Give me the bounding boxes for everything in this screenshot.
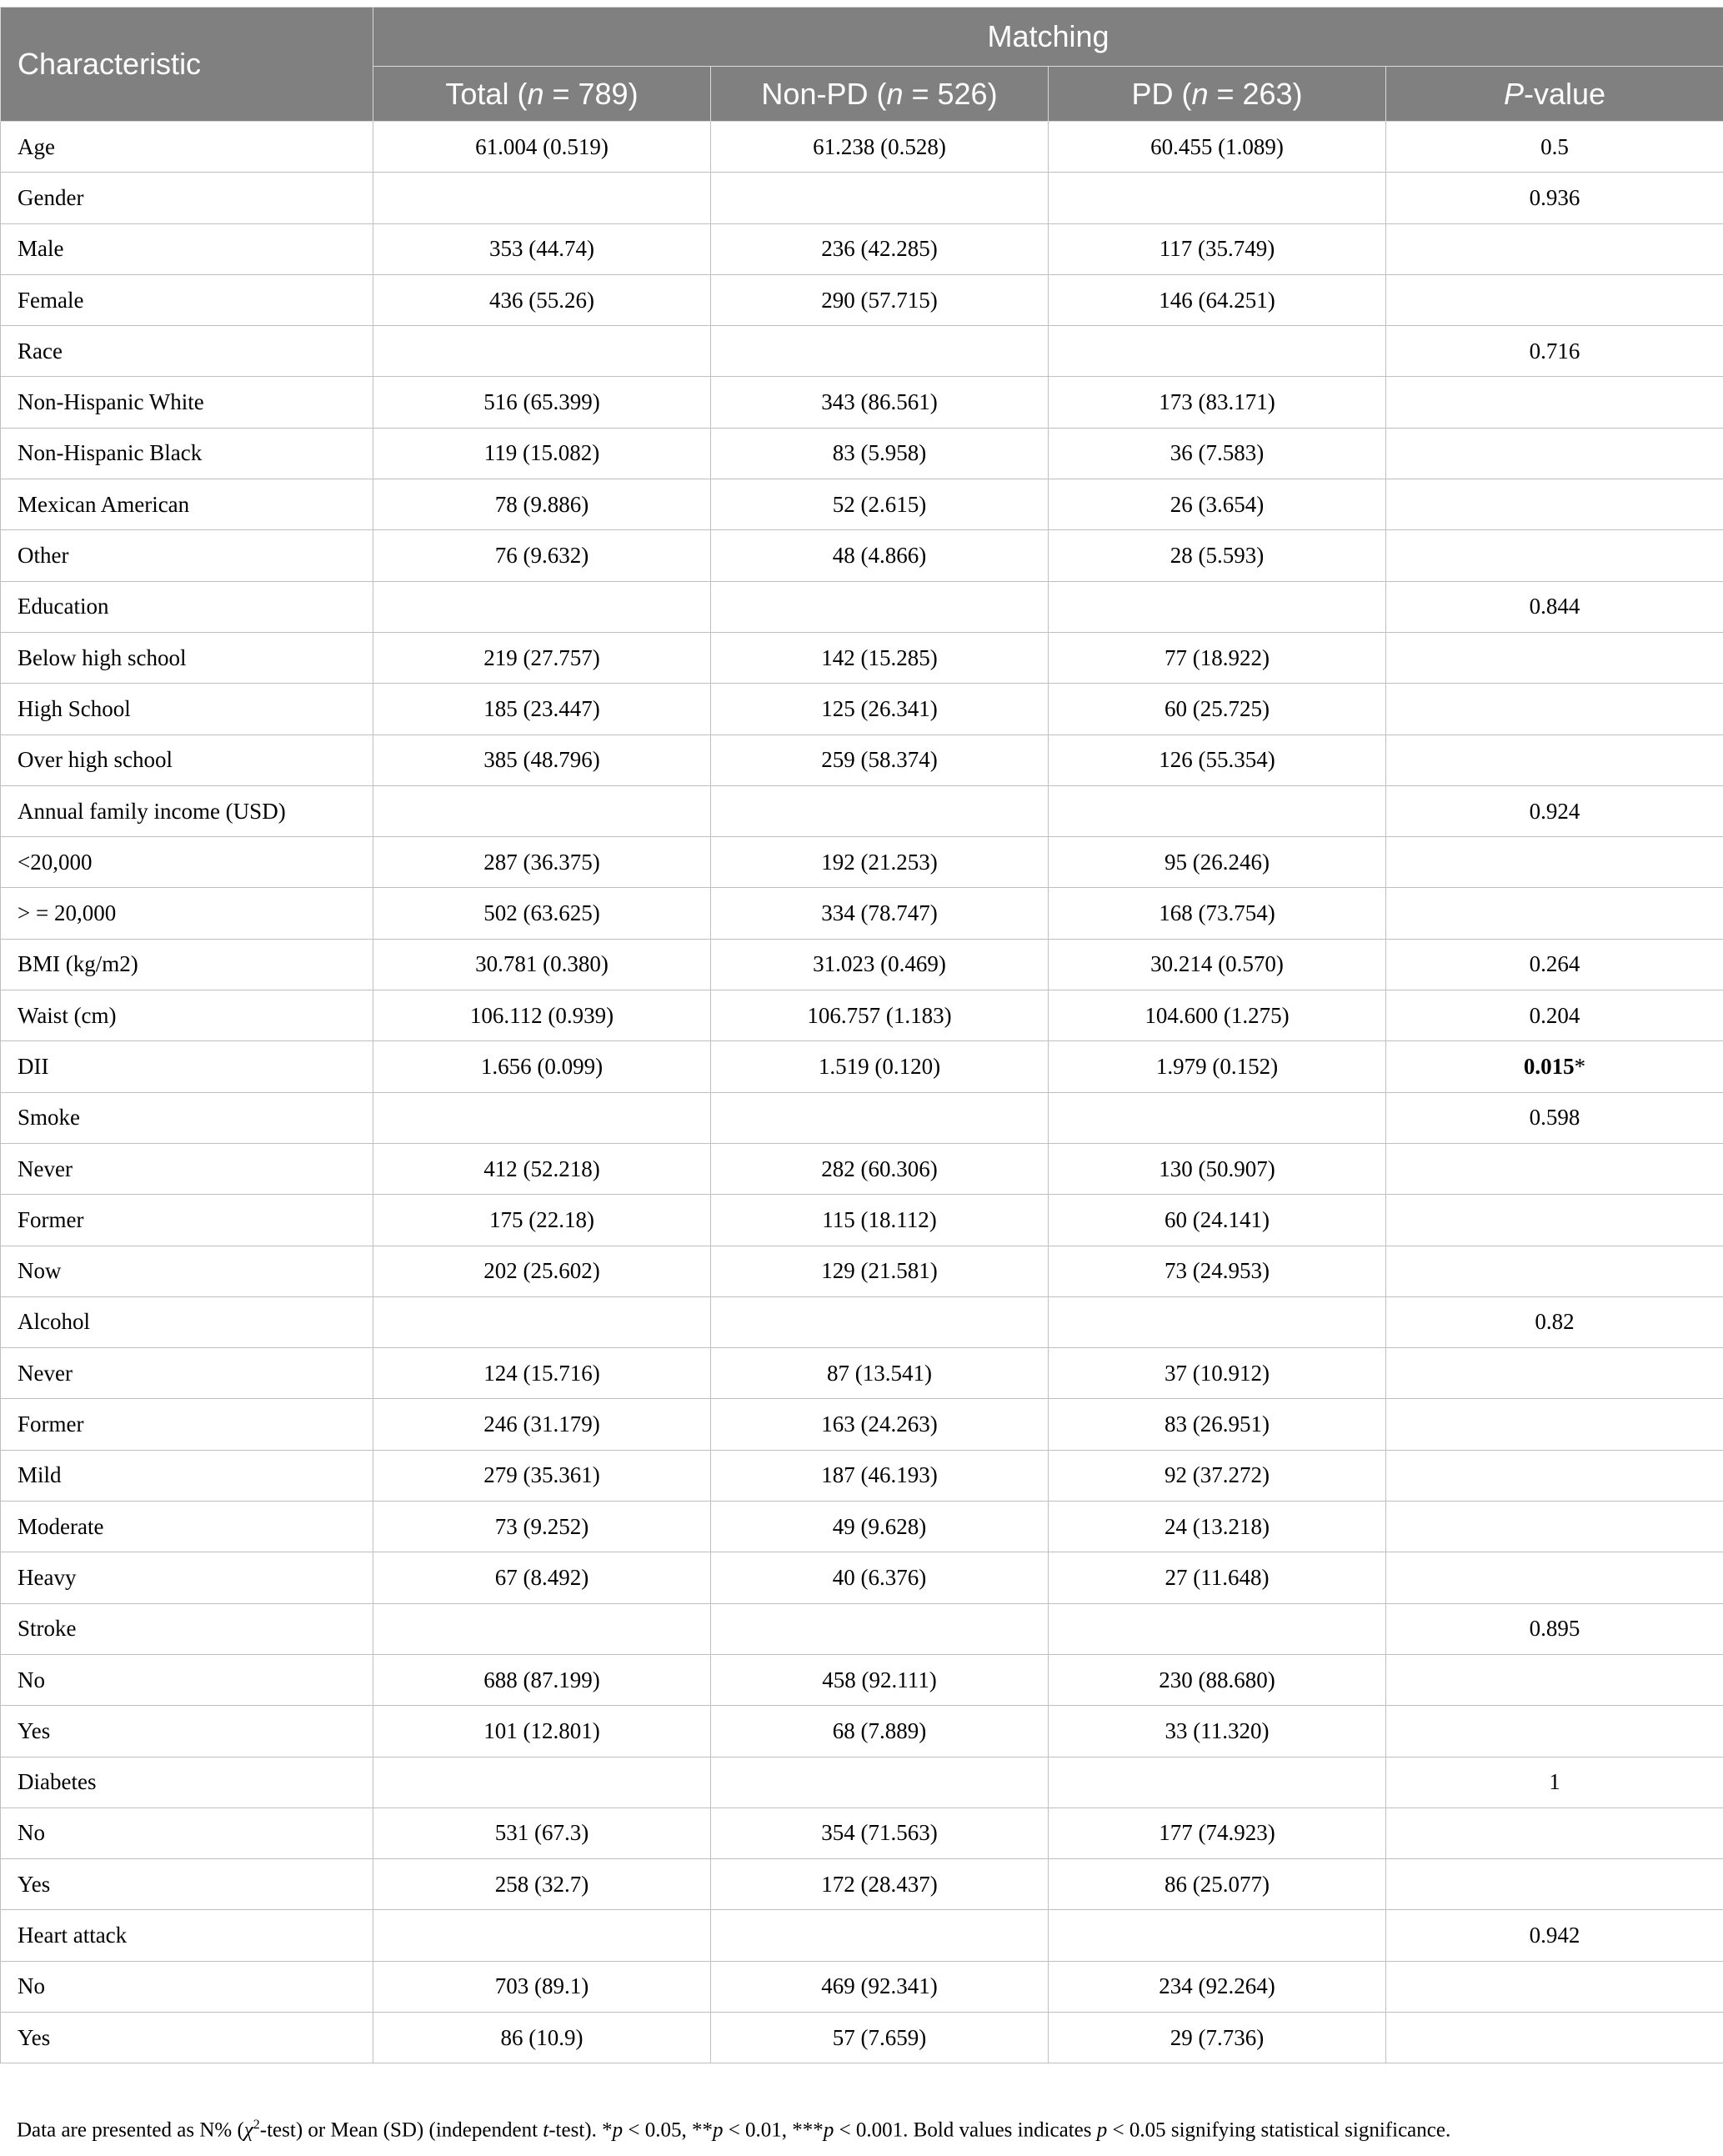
table-row <box>1 735 1723 785</box>
pd-cell <box>1049 1296 1386 1347</box>
pd-cell <box>1049 1603 1386 1654</box>
total-cell <box>373 1092 711 1143</box>
total-cell: 516 (65.399) <box>373 377 711 428</box>
total-cell: 502 (63.625) <box>373 888 711 939</box>
total-cell: 86 (10.9) <box>373 2012 711 2063</box>
characteristics-table <box>0 7 1723 2063</box>
row-label: Age <box>1 122 373 173</box>
non-pd-cell: 290 (57.715) <box>711 274 1049 325</box>
table-row <box>1 785 1723 836</box>
table-row <box>1 2012 1723 2063</box>
total-cell: 185 (23.447) <box>373 684 711 735</box>
row-label: High School <box>1 684 373 735</box>
pd-cell: 177 (74.923) <box>1049 1808 1386 1858</box>
row-label: Yes <box>1 1859 373 1910</box>
pd-cell <box>1049 1757 1386 1808</box>
p-value-column-header: P-value <box>1386 67 1723 122</box>
non-pd-cell: 31.023 (0.469) <box>711 939 1049 990</box>
p-value-cell <box>1386 1859 1723 1910</box>
non-pd-cell <box>711 1757 1049 1808</box>
table-row <box>1 1092 1723 1143</box>
total-cell: 258 (32.7) <box>373 1859 711 1910</box>
pd-cell <box>1049 1092 1386 1143</box>
table-row <box>1 1706 1723 1757</box>
p-value-cell <box>1386 223 1723 274</box>
total-cell <box>373 1757 711 1808</box>
p-value-cell <box>1386 1706 1723 1757</box>
non-pd-cell: 343 (86.561) <box>711 377 1049 428</box>
pd-cell: 30.214 (0.570) <box>1049 939 1386 990</box>
total-cell: 30.781 (0.380) <box>373 939 711 990</box>
row-label: Heart attack <box>1 1910 373 1961</box>
pd-cell <box>1049 173 1386 223</box>
row-label: Heavy <box>1 1552 373 1603</box>
non-pd-cell: 83 (5.958) <box>711 428 1049 479</box>
p-value-cell <box>1386 1654 1723 1705</box>
non-pd-cell: 163 (24.263) <box>711 1399 1049 1450</box>
significance-mark: * <box>1574 1053 1586 1079</box>
total-cell: 353 (44.74) <box>373 223 711 274</box>
non-pd-cell: 40 (6.376) <box>711 1552 1049 1603</box>
table-row <box>1 1552 1723 1603</box>
p-value-cell <box>1386 1399 1723 1450</box>
total-cell <box>373 785 711 836</box>
total-cell: 1.656 (0.099) <box>373 1041 711 1092</box>
table-row <box>1 1246 1723 1296</box>
row-label: Smoke <box>1 1092 373 1143</box>
non-pd-cell <box>711 581 1049 632</box>
table-row <box>1 1450 1723 1501</box>
pd-cell: 86 (25.077) <box>1049 1859 1386 1910</box>
row-label: Female <box>1 274 373 325</box>
pd-cell: 126 (55.354) <box>1049 735 1386 785</box>
pd-cell: 33 (11.320) <box>1049 1706 1386 1757</box>
characteristic-header: Characteristic <box>1 8 373 122</box>
row-label: BMI (kg/m2) <box>1 939 373 990</box>
p-value-cell <box>1386 428 1723 479</box>
row-label: > = 20,000 <box>1 888 373 939</box>
table-row <box>1 1961 1723 2012</box>
table-container <box>0 7 1723 2063</box>
total-cell: 76 (9.632) <box>373 530 711 581</box>
total-cell: 412 (52.218) <box>373 1143 711 1194</box>
total-cell: 287 (36.375) <box>373 837 711 888</box>
non-pd-cell <box>711 1910 1049 1961</box>
non-pd-cell: 354 (71.563) <box>711 1808 1049 1858</box>
pd-cell: 60 (24.141) <box>1049 1195 1386 1246</box>
row-label: Male <box>1 223 373 274</box>
non-pd-cell: 49 (9.628) <box>711 1502 1049 1552</box>
p-value-cell <box>1386 530 1723 581</box>
total-cell: 703 (89.1) <box>373 1961 711 2012</box>
non-pd-cell <box>711 785 1049 836</box>
row-label: Race <box>1 326 373 377</box>
table-row <box>1 377 1723 428</box>
pd-cell: 37 (10.912) <box>1049 1348 1386 1399</box>
pd-cell: 95 (26.246) <box>1049 837 1386 888</box>
row-label: Now <box>1 1246 373 1296</box>
p-value-cell: 1 <box>1386 1757 1723 1808</box>
pd-cell: 230 (88.680) <box>1049 1654 1386 1705</box>
pd-cell: 83 (26.951) <box>1049 1399 1386 1450</box>
total-cell: 67 (8.492) <box>373 1552 711 1603</box>
row-label: Mexican American <box>1 479 373 530</box>
pd-cell: 117 (35.749) <box>1049 223 1386 274</box>
total-cell: 279 (35.361) <box>373 1450 711 1501</box>
non-pd-cell <box>711 1296 1049 1347</box>
non-pd-cell: 172 (28.437) <box>711 1859 1049 1910</box>
p-value-cell: 0.204 <box>1386 990 1723 1041</box>
total-cell <box>373 173 711 223</box>
p-value-cell: 0.924 <box>1386 785 1723 836</box>
pd-cell: 60.455 (1.089) <box>1049 122 1386 173</box>
p-value-cell <box>1386 2012 1723 2063</box>
total-cell: 219 (27.757) <box>373 632 711 683</box>
total-cell: 246 (31.179) <box>373 1399 711 1450</box>
pd-cell: 28 (5.593) <box>1049 530 1386 581</box>
p-value-cell: 0.844 <box>1386 581 1723 632</box>
table-row <box>1 122 1723 173</box>
pd-cell: 27 (11.648) <box>1049 1552 1386 1603</box>
table-row <box>1 1143 1723 1194</box>
pd-cell: 92 (37.272) <box>1049 1450 1386 1501</box>
pd-cell: 146 (64.251) <box>1049 274 1386 325</box>
non-pd-cell: 282 (60.306) <box>711 1143 1049 1194</box>
row-label: Former <box>1 1399 373 1450</box>
row-label: Other <box>1 530 373 581</box>
p-value-cell <box>1386 274 1723 325</box>
non-pd-cell: 106.757 (1.183) <box>711 990 1049 1041</box>
total-cell: 106.112 (0.939) <box>373 990 711 1041</box>
table-row <box>1 1808 1723 1858</box>
table-footnote: Data are presented as N% $(\chi^2-test)$ or Mean (SD) (independent t-test). *p < 0.05, **p < 0.01, ***p < 0.001. Bold values indicates p < 0.05 signifying statistical significance. <box>17 2118 1451 2142</box>
pd-cell: 24 (13.218) <box>1049 1502 1386 1552</box>
pd-cell: 36 (7.583) <box>1049 428 1386 479</box>
p-value-cell: 0.5 <box>1386 122 1723 173</box>
row-label: Yes <box>1 1706 373 1757</box>
row-label: Non-Hispanic Black <box>1 428 373 479</box>
p-value-cell: 0.598 <box>1386 1092 1723 1143</box>
row-label: Moderate <box>1 1502 373 1552</box>
table-row <box>1 1603 1723 1654</box>
table-row <box>1 479 1723 530</box>
total-cell: 101 (12.801) <box>373 1706 711 1757</box>
pd-cell <box>1049 785 1386 836</box>
row-label: <20,000 <box>1 837 373 888</box>
table-row <box>1 326 1723 377</box>
non-pd-cell: 469 (92.341) <box>711 1961 1049 2012</box>
total-cell: 61.004 (0.519) <box>373 122 711 173</box>
table-row <box>1 1757 1723 1808</box>
row-label: Gender <box>1 173 373 223</box>
pd-cell <box>1049 581 1386 632</box>
table-row <box>1 1859 1723 1910</box>
non-pd-cell: 129 (21.581) <box>711 1246 1049 1296</box>
pd-cell: 60 (25.725) <box>1049 684 1386 735</box>
non-pd-cell: 236 (42.285) <box>711 223 1049 274</box>
p-value-cell: 0.82 <box>1386 1296 1723 1347</box>
row-label: DII <box>1 1041 373 1092</box>
p-value-cell <box>1386 1246 1723 1296</box>
non-pd-cell: 334 (78.747) <box>711 888 1049 939</box>
matching-group-header: Matching <box>373 8 1723 67</box>
non-pd-cell: 259 (58.374) <box>711 735 1049 785</box>
table-row <box>1 274 1723 325</box>
row-label: No <box>1 1654 373 1705</box>
p-value-cell <box>1386 377 1723 428</box>
non-pd-cell: 61.238 (0.528) <box>711 122 1049 173</box>
p-value-cell <box>1386 1143 1723 1194</box>
table-row <box>1 1502 1723 1552</box>
row-label: Alcohol <box>1 1296 373 1347</box>
total-cell: 124 (15.716) <box>373 1348 711 1399</box>
non-pd-cell: 125 (26.341) <box>711 684 1049 735</box>
p-value-cell: 0.716 <box>1386 326 1723 377</box>
table-row <box>1 1041 1723 1092</box>
row-label: Waist (cm) <box>1 990 373 1041</box>
row-label: Diabetes <box>1 1757 373 1808</box>
table-row <box>1 581 1723 632</box>
p-value-cell <box>1386 632 1723 683</box>
total-cell <box>373 326 711 377</box>
total-cell: 78 (9.886) <box>373 479 711 530</box>
row-label: Never <box>1 1143 373 1194</box>
table-row <box>1 837 1723 888</box>
pd-column-header: PD (n = 263) <box>1049 67 1386 122</box>
row-label: Yes <box>1 2012 373 2063</box>
pd-cell <box>1049 1910 1386 1961</box>
row-label: Below high school <box>1 632 373 683</box>
p-value-cell <box>1386 1195 1723 1246</box>
pd-cell: 104.600 (1.275) <box>1049 990 1386 1041</box>
table-body <box>1 122 1723 2063</box>
table-row <box>1 684 1723 735</box>
table-row <box>1 1399 1723 1450</box>
pd-cell: 234 (92.264) <box>1049 1961 1386 2012</box>
table-row <box>1 223 1723 274</box>
p-value-cell <box>1386 888 1723 939</box>
non-pd-cell: 187 (46.193) <box>711 1450 1049 1501</box>
p-value-cell <box>1386 735 1723 785</box>
p-value-cell: 0.264 <box>1386 939 1723 990</box>
p-value-cell <box>1386 479 1723 530</box>
non-pd-cell: 115 (18.112) <box>711 1195 1049 1246</box>
p-value-cell <box>1386 1348 1723 1399</box>
non-pd-column-header: Non-PD (n = 526) <box>711 67 1049 122</box>
total-cell: 119 (15.082) <box>373 428 711 479</box>
row-label: Over high school <box>1 735 373 785</box>
pd-cell: 168 (73.754) <box>1049 888 1386 939</box>
total-cell: 202 (25.602) <box>373 1246 711 1296</box>
table-row <box>1 1654 1723 1705</box>
p-value-cell <box>1386 1450 1723 1501</box>
p-value-cell: 0.015* <box>1386 1041 1723 1092</box>
non-pd-cell: 142 (15.285) <box>711 632 1049 683</box>
total-cell: 688 (87.199) <box>373 1654 711 1705</box>
non-pd-cell: 458 (92.111) <box>711 1654 1049 1705</box>
row-label: Stroke <box>1 1603 373 1654</box>
p-value-cell <box>1386 837 1723 888</box>
row-label: No <box>1 1808 373 1858</box>
pd-cell: 1.979 (0.152) <box>1049 1041 1386 1092</box>
p-value-cell <box>1386 1502 1723 1552</box>
total-cell: 385 (48.796) <box>373 735 711 785</box>
p-value-cell <box>1386 1808 1723 1858</box>
total-cell <box>373 1910 711 1961</box>
row-label: Never <box>1 1348 373 1399</box>
non-pd-cell: 68 (7.889) <box>711 1706 1049 1757</box>
table-row <box>1 1195 1723 1246</box>
pd-cell: 26 (3.654) <box>1049 479 1386 530</box>
row-label: Education <box>1 581 373 632</box>
table-row <box>1 173 1723 223</box>
p-value-cell: 0.936 <box>1386 173 1723 223</box>
pd-cell: 130 (50.907) <box>1049 1143 1386 1194</box>
total-cell: 73 (9.252) <box>373 1502 711 1552</box>
non-pd-cell <box>711 1092 1049 1143</box>
table-row <box>1 990 1723 1041</box>
total-cell: 175 (22.18) <box>373 1195 711 1246</box>
total-column-header: Total (n = 789) <box>373 67 711 122</box>
non-pd-cell <box>711 173 1049 223</box>
total-cell <box>373 1603 711 1654</box>
table-row <box>1 530 1723 581</box>
p-value-cell <box>1386 684 1723 735</box>
p-value-cell <box>1386 1961 1723 2012</box>
pd-cell: 73 (24.953) <box>1049 1246 1386 1296</box>
non-pd-cell <box>711 1603 1049 1654</box>
non-pd-cell: 57 (7.659) <box>711 2012 1049 2063</box>
total-cell: 436 (55.26) <box>373 274 711 325</box>
non-pd-cell <box>711 326 1049 377</box>
pd-cell: 29 (7.736) <box>1049 2012 1386 2063</box>
row-label: No <box>1 1961 373 2012</box>
p-value-cell: 0.942 <box>1386 1910 1723 1961</box>
pd-cell: 173 (83.171) <box>1049 377 1386 428</box>
row-label: Former <box>1 1195 373 1246</box>
non-pd-cell: 52 (2.615) <box>711 479 1049 530</box>
table-header <box>1 8 1723 122</box>
total-cell: 531 (67.3) <box>373 1808 711 1858</box>
pd-cell <box>1049 326 1386 377</box>
table-row <box>1 888 1723 939</box>
table-row <box>1 428 1723 479</box>
table-row <box>1 1348 1723 1399</box>
p-value-cell: 0.895 <box>1386 1603 1723 1654</box>
row-label: Annual family income (USD) <box>1 785 373 836</box>
table-row <box>1 1910 1723 1961</box>
total-cell <box>373 581 711 632</box>
table-row <box>1 1296 1723 1347</box>
non-pd-cell: 1.519 (0.120) <box>711 1041 1049 1092</box>
non-pd-cell: 192 (21.253) <box>711 837 1049 888</box>
p-value-cell <box>1386 1552 1723 1603</box>
row-label: Non-Hispanic White <box>1 377 373 428</box>
total-cell <box>373 1296 711 1347</box>
table-row <box>1 939 1723 990</box>
non-pd-cell: 48 (4.866) <box>711 530 1049 581</box>
pd-cell: 77 (18.922) <box>1049 632 1386 683</box>
table-row <box>1 632 1723 683</box>
row-label: Mild <box>1 1450 373 1501</box>
non-pd-cell: 87 (13.541) <box>711 1348 1049 1399</box>
